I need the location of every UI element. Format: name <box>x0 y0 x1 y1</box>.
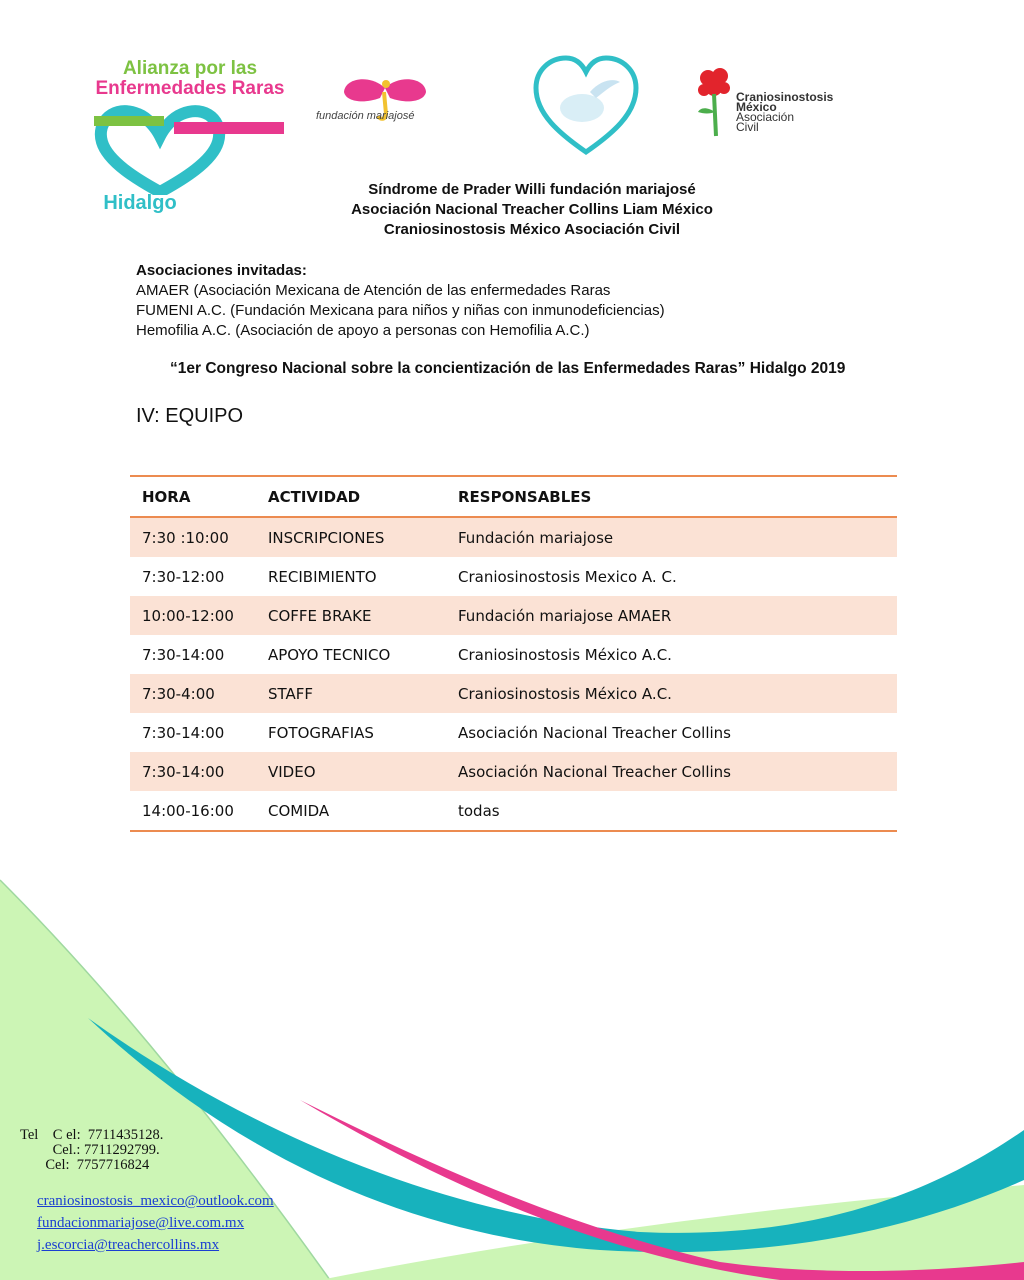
invited-associations <box>136 261 665 341</box>
table-cell: 7:30 :10:00 <box>130 517 256 557</box>
invited-item: AMAER (Asociación Mexicana de Atención de las enfermedades Raras <box>136 282 611 299</box>
email-link[interactable]: craniosinostosis_mexico@outlook.com <box>37 1193 274 1209</box>
invited-item: FUMENI A.C. (Fundación Mexicana para niños y niñas con inmunodeficiencias) <box>136 302 665 319</box>
column-header: RESPONSABLES <box>446 476 897 517</box>
section-title: IV: EQUIPO <box>136 405 244 427</box>
cranio-logo-line3: Asociación <box>736 110 795 124</box>
mariajose-logo-text: fundación mariajosé <box>316 110 415 122</box>
cranio-logo-line4: Civil <box>736 120 759 134</box>
table-cell: Craniosinostosis México A.C. <box>446 674 897 713</box>
table-cell: 7:30-14:00 <box>142 723 225 742</box>
table-cell: 7:30-12:00 <box>142 567 225 586</box>
table-cell: RECIBIMIENTO <box>268 567 377 586</box>
craniosinostosis-logo <box>690 64 860 139</box>
email-contacts <box>37 1190 274 1256</box>
mariajose-logo <box>310 40 465 148</box>
table-cell: Fundación mariajose <box>446 517 897 557</box>
table-cell: 14:00-16:00 <box>130 791 256 831</box>
table-cell: VIDEO <box>256 752 446 791</box>
alianza-logo-line1: Alianza por las <box>122 58 258 79</box>
table-cell: 7:30-4:00 <box>130 674 256 713</box>
table-cell: Craniosinostosis México A.C. <box>458 645 672 664</box>
table-cell: COMIDA <box>256 791 446 831</box>
phone-contacts <box>20 1128 163 1173</box>
alianza-logo-line2: Enfermedades Raras <box>95 78 285 99</box>
organizers-header <box>240 180 824 240</box>
table-cell: COFFE BRAKE <box>256 596 446 635</box>
schedule-table <box>130 475 897 832</box>
phone-line: Cel: 7757716824 <box>20 1157 150 1173</box>
table-cell: 7:30-14:00 <box>142 645 225 664</box>
table-cell: FOTOGRAFIAS <box>268 723 374 742</box>
invited-item: Hemofilia A.C. (Asociación de apoyo a personas con Hemofilia A.C.) <box>136 322 590 339</box>
table-row <box>130 635 897 674</box>
table-cell: Craniosinostosis Mexico A. C. <box>458 567 677 586</box>
table-row <box>130 674 897 713</box>
invited-title: Asociaciones invitadas: <box>136 262 307 279</box>
email-link[interactable]: j.escorcia@treachercollins.mx <box>37 1237 220 1253</box>
phone-line: Tel C el: 7711435128. <box>20 1127 164 1143</box>
table-row <box>130 596 897 635</box>
table-row <box>130 517 897 557</box>
table-cell: todas <box>446 791 897 831</box>
flower-icon <box>694 66 734 138</box>
column-header: HORA <box>130 476 256 517</box>
cranio-logo-line1: Craniosinostosis <box>736 90 834 104</box>
phone-line: Cel.: 7711292799. <box>20 1142 160 1158</box>
table-header-row <box>130 476 897 517</box>
table-cell: Fundación mariajose AMAER <box>446 596 897 635</box>
table-cell: Asociación Nacional Treacher Collins <box>458 723 731 742</box>
email-link[interactable]: fundacionmariajose@live.com.mx <box>37 1215 245 1231</box>
table-cell: APOYO TECNICO <box>268 645 391 664</box>
table-cell: INSCRIPCIONES <box>256 517 446 557</box>
table-cell: Asociación Nacional Treacher Collins <box>446 752 897 791</box>
table-row <box>130 557 897 596</box>
column-header: ACTIVIDAD <box>256 476 446 517</box>
table-cell: 7:30-14:00 <box>130 752 256 791</box>
header-line: Craniosinostosis México Asociación Civil <box>383 221 681 238</box>
cranio-logo-line2: México <box>736 100 777 114</box>
liam-heart-icon <box>530 52 642 160</box>
table-row <box>130 752 897 791</box>
table-cell: STAFF <box>256 674 446 713</box>
alianza-logo-line3: Hidalgo <box>103 192 177 214</box>
liam-logo <box>530 52 642 160</box>
header-line: Asociación Nacional Treacher Collins Liam México <box>351 201 713 218</box>
congress-title: “1er Congreso Nacional sobre la concientización de las Enfermedades Raras” Hidalgo 2019 <box>170 360 846 377</box>
table-row <box>130 713 897 752</box>
header-line: Síndrome de Prader Willi fundación mariajosé <box>368 181 696 198</box>
table-row <box>130 791 897 831</box>
table-cell: 10:00-12:00 <box>130 596 256 635</box>
